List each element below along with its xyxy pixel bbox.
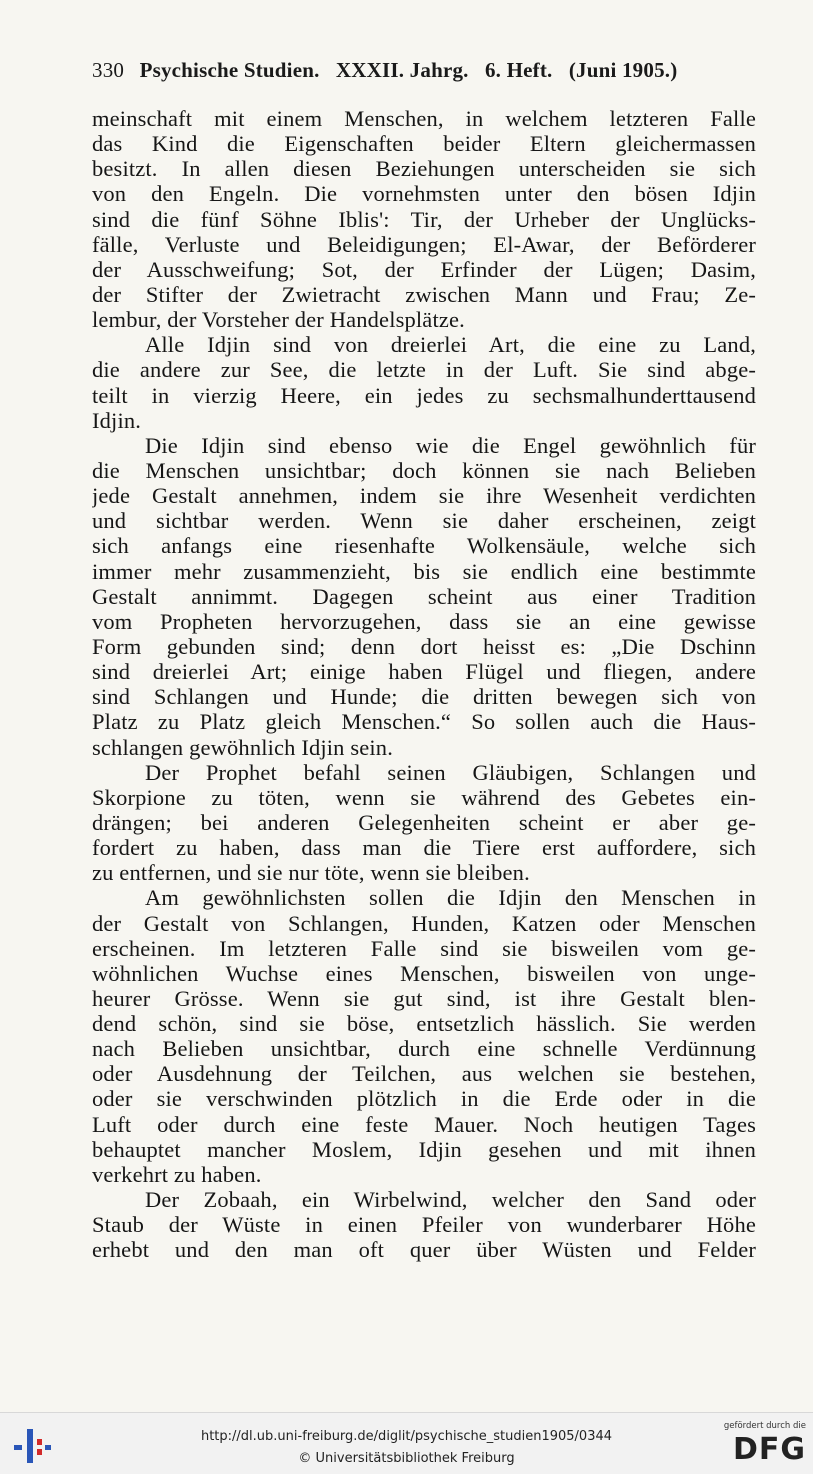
text-line: sind Schlangen und Hunde; die dritten bewegen sich von [92, 684, 756, 710]
copyright-notice: © Universitätsbibliothek Freiburg [298, 1451, 515, 1466]
text-line: Skorpione zu töten, wenn sie während des Gebetes ein- [92, 784, 756, 810]
text-line: Platz zu Platz gleich Menschen.“ So sollen auch die Haus- [92, 709, 756, 735]
text-line: oder Ausdehnung der Teilchen, aus welchen sie bestehen, [92, 1061, 756, 1087]
text-line: der Stifter der Zwietracht zwischen Mann und Frau; Ze- [92, 281, 756, 307]
text-line: immer mehr zusammenzieht, bis sie endlich eine bestimmte [92, 558, 756, 584]
issue-label: 6. Heft. [484, 58, 553, 82]
text-line: Form gebunden sind; denn dort heisst es: „Die Dschinn [92, 633, 756, 659]
text-line: meinschaft mit einem Menschen, in welchem letzteren Falle [92, 106, 756, 131]
text-line: jede Gestalt annehmen, indem sie ihre Wesenheit verdichten [92, 483, 756, 509]
text-line: wöhnlichen Wuchse eines Menschen, bisweilen von unge- [92, 960, 756, 986]
text-line: fordert zu haben, dass man die Tiere erst auffordere, sich [92, 835, 756, 861]
text-line: vom Propheten hervorzugehen, dass sie an eine gewisse [92, 608, 756, 634]
text-line: Der Prophet befahl seinen Gläubigen, Schlangen und [145, 759, 756, 785]
text-line: dend schön, sind sie böse, entsetzlich hässlich. Sie werden [92, 1011, 756, 1037]
viewer-footer [0, 1412, 813, 1474]
text-line: Luft oder durch eine feste Mauer. Noch heutigen Tages [92, 1111, 756, 1137]
text-line: der Gestalt von Schlangen, Hunden, Katzen oder Menschen [92, 910, 756, 936]
text-line: behauptet mancher Moslem, Idjin gesehen und mit ihnen [92, 1136, 756, 1162]
page-number: 330 [92, 58, 125, 82]
text-line: Gestalt annimmt. Dagegen scheint aus einer Tradition [92, 583, 756, 609]
running-head [92, 58, 712, 83]
dfg-mark: DFG [732, 1432, 806, 1467]
text-line: die andere zur See, die letzte in der Luft. Sie sind abge- [92, 357, 756, 383]
text-line: nach Belieben unsichtbar, durch eine schnelle Verdünnung [92, 1036, 756, 1062]
volume-label: XXXII. Jahrg. [335, 58, 469, 82]
text-line: heurer Grösse. Wenn sie gut sind, ist ihre Gestalt blen- [92, 985, 756, 1011]
permalink-url[interactable]: http://dl.ub.uni-freiburg.de/diglit/psychische_studien1905/0344 [200, 1429, 613, 1444]
text-line: Der Zobaah, ein Wirbelwind, welcher den Sand oder [145, 1187, 756, 1213]
journal-title: Psychische Studien. [139, 58, 320, 82]
text-line: Alle Idjin sind von dreierlei Art, die eine zu Land, [145, 332, 756, 358]
text-line: sich anfangs eine riesenhafte Wolkensäule, welche sich [92, 533, 756, 559]
text-line: schlangen gewöhnlich Idjin sein. [92, 734, 393, 760]
text-line: der Ausschweifung; Sot, der Erfinder der Lügen; Dasim, [92, 256, 756, 282]
issue-date: (Juni 1905.) [568, 58, 678, 82]
text-line: sind dreierlei Art; einige haben Flügel und fliegen, andere [92, 659, 756, 685]
text-line: fälle, Verluste und Beleidigungen; El-Awar, der Beförderer [92, 231, 756, 257]
text-line: das Kind die Eigenschaften beider Eltern gleichermassen [92, 131, 756, 157]
text-line: und sichtbar werden. Wenn sie daher erscheinen, zeigt [92, 508, 756, 534]
dfg-logo [718, 1421, 806, 1469]
text-line: die Menschen unsichtbar; doch können sie nach Belieben [92, 457, 756, 483]
text-line: von den Engeln. Die vornehmsten unter den bösen Idjin [92, 181, 756, 207]
text-line: Am gewöhnlichsten sollen die Idjin den Menschen in [145, 885, 756, 911]
text-line: Staub der Wüste in einen Pfeiler von wunderbarer Höhe [92, 1212, 756, 1238]
text-line: verkehrt zu haben. [92, 1161, 262, 1187]
text-line: Die Idjin sind ebenso wie die Engel gewöhnlich für [145, 432, 756, 458]
text-line: erscheinen. Im letzteren Falle sind sie bisweilen vom ge- [92, 935, 756, 961]
text-line: besitzt. In allen diesen Beziehungen unterscheiden sie sich [92, 156, 756, 182]
text-line: erhebt und den man oft quer über Wüsten und Felder [92, 1237, 756, 1263]
dfg-caption: gefördert durch die [723, 1421, 806, 1431]
text-line: lembur, der Vorsteher der Handelsplätze. [92, 307, 465, 333]
text-line: zu entfernen, und sie nur töte, wenn sie bleiben. [92, 860, 530, 886]
body-text [92, 106, 756, 1262]
text-line: Idjin. [92, 407, 142, 433]
text-line: teilt in vierzig Heere, ein jedes zu sechsmalhunderttausend [92, 382, 756, 408]
text-line: sind die fünf Söhne Iblis': Tir, der Urheber der Unglücks- [92, 206, 756, 232]
text-line: drängen; bei anderen Gelegenheiten scheint er aber ge- [92, 809, 756, 835]
text-line: oder sie verschwinden plötzlich in die Erde oder in die [92, 1086, 756, 1112]
